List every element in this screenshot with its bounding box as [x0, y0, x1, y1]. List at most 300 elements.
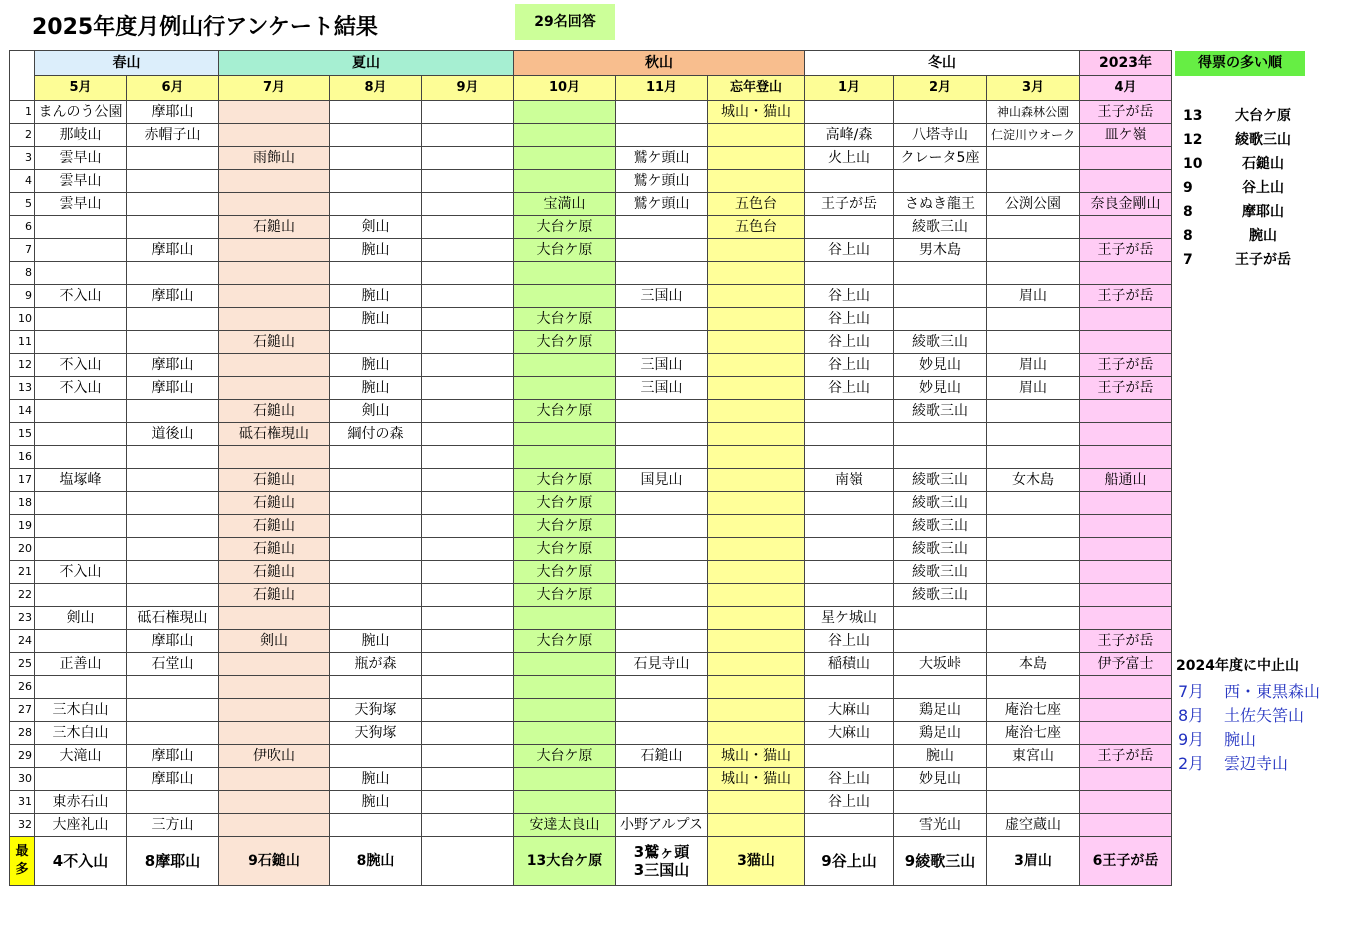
table-cell	[514, 791, 616, 814]
table-cell	[127, 216, 219, 239]
table-cell	[219, 676, 330, 699]
table-row	[10, 745, 1172, 768]
table-cell	[422, 791, 514, 814]
table-cell: 摩耶山	[127, 768, 219, 791]
table-cell: 谷上山	[805, 377, 894, 400]
table-cell: 大台ケ原	[514, 561, 616, 584]
table-row	[10, 400, 1172, 423]
table-cell	[987, 331, 1080, 354]
table-cell	[894, 630, 987, 653]
row-number: 11	[10, 331, 35, 354]
table-cell	[35, 768, 127, 791]
table-cell: 正善山	[35, 653, 127, 676]
table-cell	[330, 745, 422, 768]
most-cell: 3眉山	[987, 837, 1080, 886]
row-number: 15	[10, 423, 35, 446]
table-cell	[1080, 308, 1172, 331]
table-cell: 砥石権現山	[127, 607, 219, 630]
table-cell: 那岐山	[35, 124, 127, 147]
table-cell	[616, 722, 708, 745]
table-cell: 大台ケ原	[514, 331, 616, 354]
table-cell	[35, 515, 127, 538]
table-cell	[422, 469, 514, 492]
row-number: 30	[10, 768, 35, 791]
table-cell	[616, 124, 708, 147]
table-cell: 谷上山	[805, 791, 894, 814]
table-row	[10, 147, 1172, 170]
table-cell	[422, 262, 514, 285]
table-cell	[616, 699, 708, 722]
table-cell: 火上山	[805, 147, 894, 170]
table-cell	[514, 446, 616, 469]
table-cell	[708, 538, 805, 561]
table-cell: 腕山	[894, 745, 987, 768]
response-count-badge: 29名回答	[515, 4, 615, 40]
table-cell: 摩耶山	[127, 377, 219, 400]
table-cell: 伊予富士	[1080, 653, 1172, 676]
table-cell: 三国山	[616, 377, 708, 400]
table-cell	[127, 584, 219, 607]
table-cell	[219, 791, 330, 814]
table-cell	[127, 676, 219, 699]
table-cell	[1080, 147, 1172, 170]
table-cell	[616, 331, 708, 354]
table-cell: 雲早山	[35, 147, 127, 170]
row-number: 28	[10, 722, 35, 745]
table-cell	[1080, 492, 1172, 515]
table-cell: 城山・猫山	[708, 745, 805, 768]
table-cell: 谷上山	[805, 768, 894, 791]
table-cell	[514, 676, 616, 699]
table-cell	[127, 262, 219, 285]
table-cell: 綾歌三山	[894, 561, 987, 584]
table-cell: 石鎚山	[219, 216, 330, 239]
table-cell	[35, 630, 127, 653]
table-cell	[330, 446, 422, 469]
table-cell	[616, 538, 708, 561]
table-cell	[422, 331, 514, 354]
table-cell: 鶏足山	[894, 699, 987, 722]
table-cell: 鷲ケ頭山	[616, 170, 708, 193]
table-cell: 城山・猫山	[708, 101, 805, 124]
table-cell	[514, 653, 616, 676]
month-header: 忘年登山	[708, 76, 805, 101]
table-cell	[987, 262, 1080, 285]
table-cell: 石鎚山	[219, 331, 330, 354]
table-cell: 公渕公園	[987, 193, 1080, 216]
row-number: 14	[10, 400, 35, 423]
table-row	[10, 285, 1172, 308]
table-cell	[1080, 170, 1172, 193]
table-cell: 腕山	[330, 308, 422, 331]
table-cell	[219, 607, 330, 630]
most-cell: 13大台ケ原	[514, 837, 616, 886]
table-cell	[805, 561, 894, 584]
table-cell	[708, 653, 805, 676]
table-row	[10, 354, 1172, 377]
table-cell	[219, 354, 330, 377]
table-cell: 王子が岳	[1080, 239, 1172, 262]
table-cell	[1080, 699, 1172, 722]
row-number: 29	[10, 745, 35, 768]
row-number: 5	[10, 193, 35, 216]
table-cell	[422, 538, 514, 561]
table-cell: 大台ケ原	[514, 400, 616, 423]
row-number: 23	[10, 607, 35, 630]
table-cell: 大台ケ原	[514, 538, 616, 561]
table-cell: 安達太良山	[514, 814, 616, 837]
ranking-item	[1183, 128, 1313, 152]
table-cell	[422, 354, 514, 377]
table-cell: 妙見山	[894, 354, 987, 377]
table-cell	[330, 170, 422, 193]
table-cell	[987, 791, 1080, 814]
ranking-item	[1183, 200, 1313, 224]
table-cell: 眉山	[987, 285, 1080, 308]
table-cell	[219, 193, 330, 216]
ranking-count: 7	[1183, 252, 1193, 268]
table-cell: 綾歌三山	[894, 584, 987, 607]
table-cell	[35, 239, 127, 262]
table-cell: 綱付の森	[330, 423, 422, 446]
table-cell	[127, 331, 219, 354]
row-number: 9	[10, 285, 35, 308]
table-cell	[1080, 584, 1172, 607]
table-cell: 石鎚山	[219, 538, 330, 561]
month-header-row	[10, 76, 1172, 101]
table-row	[10, 423, 1172, 446]
table-cell	[1080, 814, 1172, 837]
table-cell	[616, 239, 708, 262]
table-cell: まんのう公園	[35, 101, 127, 124]
table-cell	[805, 584, 894, 607]
table-cell: さぬき龍王	[894, 193, 987, 216]
table-cell: 虚空蔵山	[987, 814, 1080, 837]
table-cell	[127, 446, 219, 469]
table-cell: 大麻山	[805, 722, 894, 745]
table-cell	[422, 607, 514, 630]
table-cell	[805, 101, 894, 124]
ranking-count: 12	[1183, 132, 1203, 148]
table-cell	[894, 423, 987, 446]
table-cell	[422, 285, 514, 308]
most-label-text: 最多	[15, 844, 29, 877]
table-cell	[1080, 676, 1172, 699]
table-cell: 大台ケ原	[514, 308, 616, 331]
table-cell	[35, 308, 127, 331]
cancelled-name: 西・東黒森山	[1224, 682, 1321, 701]
table-row	[10, 469, 1172, 492]
table-cell: 石鎚山	[219, 515, 330, 538]
table-cell: 腕山	[330, 630, 422, 653]
table-cell	[330, 515, 422, 538]
table-cell	[616, 308, 708, 331]
table-cell	[514, 354, 616, 377]
cancelled-month: 2月	[1178, 754, 1205, 773]
table-cell: 谷上山	[805, 630, 894, 653]
table-cell: 高峰/森	[805, 124, 894, 147]
table-cell: 仁淀川ウオーク	[987, 124, 1080, 147]
table-row	[10, 308, 1172, 331]
table-cell: 摩耶山	[127, 101, 219, 124]
table-cell	[219, 170, 330, 193]
table-row	[10, 538, 1172, 561]
table-cell	[708, 331, 805, 354]
table-cell: 綾歌三山	[894, 331, 987, 354]
row-number: 1	[10, 101, 35, 124]
table-cell	[708, 285, 805, 308]
table-cell: 大座礼山	[35, 814, 127, 837]
month-header: 6月	[127, 76, 219, 101]
table-cell: 綾歌三山	[894, 538, 987, 561]
table-cell	[894, 676, 987, 699]
table-cell	[987, 423, 1080, 446]
table-cell	[330, 124, 422, 147]
table-row	[10, 699, 1172, 722]
table-cell: 不入山	[35, 561, 127, 584]
table-cell	[422, 722, 514, 745]
table-cell	[219, 285, 330, 308]
table-cell: 眉山	[987, 354, 1080, 377]
table-cell	[1080, 331, 1172, 354]
table-cell	[987, 492, 1080, 515]
table-cell: 大台ケ原	[514, 492, 616, 515]
month-header: 1月	[805, 76, 894, 101]
table-cell	[422, 768, 514, 791]
ranking-count: 13	[1183, 108, 1203, 124]
row-number: 19	[10, 515, 35, 538]
table-cell	[330, 561, 422, 584]
table-row	[10, 814, 1172, 837]
table-cell: 奈良金剛山	[1080, 193, 1172, 216]
ranking-count: 8	[1183, 204, 1193, 220]
table-cell: 宝満山	[514, 193, 616, 216]
table-cell	[708, 400, 805, 423]
table-cell: クレータ5座	[894, 147, 987, 170]
table-cell	[219, 446, 330, 469]
table-cell	[219, 308, 330, 331]
most-cell: 3鷲ヶ頭 3三国山	[616, 837, 708, 886]
month-header: 10月	[514, 76, 616, 101]
most-cell: 9綾歌三山	[894, 837, 987, 886]
table-cell	[805, 538, 894, 561]
table-cell	[616, 630, 708, 653]
table-cell: 大台ケ原	[514, 745, 616, 768]
table-cell: 庵治七座	[987, 699, 1080, 722]
table-cell	[708, 699, 805, 722]
table-cell: 腕山	[330, 354, 422, 377]
season-header: 夏山	[219, 51, 514, 76]
table-cell	[616, 584, 708, 607]
table-cell	[616, 561, 708, 584]
table-cell: 不入山	[35, 354, 127, 377]
table-cell	[422, 446, 514, 469]
table-cell	[616, 216, 708, 239]
cancelled-month: 7月	[1178, 682, 1205, 701]
cancelled-item	[1178, 751, 1288, 774]
table-cell	[35, 538, 127, 561]
table-row	[10, 216, 1172, 239]
table-cell	[330, 676, 422, 699]
table-cell	[708, 584, 805, 607]
table-cell	[805, 814, 894, 837]
row-number: 3	[10, 147, 35, 170]
table-cell	[422, 676, 514, 699]
table-cell	[987, 239, 1080, 262]
table-cell	[514, 262, 616, 285]
ranking-header: 得票の多い順	[1175, 51, 1305, 76]
ranking-count: 8	[1183, 228, 1193, 244]
table-cell	[219, 262, 330, 285]
table-row	[10, 492, 1172, 515]
table-cell: 庵治七座	[987, 722, 1080, 745]
table-cell	[127, 791, 219, 814]
table-cell	[987, 538, 1080, 561]
table-cell	[330, 492, 422, 515]
most-voted-row	[10, 837, 1172, 886]
table-cell	[422, 101, 514, 124]
table-cell: 王子が岳	[1080, 285, 1172, 308]
table-cell	[35, 584, 127, 607]
table-cell: 天狗塚	[330, 722, 422, 745]
table-cell	[1080, 216, 1172, 239]
table-cell	[35, 216, 127, 239]
table-cell	[422, 124, 514, 147]
table-row	[10, 124, 1172, 147]
table-cell: 大坂峠	[894, 653, 987, 676]
table-cell: 三方山	[127, 814, 219, 837]
table-cell: 妙見山	[894, 377, 987, 400]
table-cell	[514, 768, 616, 791]
table-cell	[708, 791, 805, 814]
table-cell	[616, 791, 708, 814]
table-cell: 谷上山	[805, 285, 894, 308]
table-cell	[894, 262, 987, 285]
table-cell: 剣山	[330, 216, 422, 239]
table-cell	[805, 262, 894, 285]
table-cell: 道後山	[127, 423, 219, 446]
table-cell	[987, 515, 1080, 538]
row-number: 6	[10, 216, 35, 239]
table-cell	[894, 170, 987, 193]
table-cell	[708, 492, 805, 515]
table-cell	[514, 377, 616, 400]
table-cell	[708, 170, 805, 193]
table-cell: 大台ケ原	[514, 239, 616, 262]
table-row	[10, 561, 1172, 584]
season-header: 冬山	[805, 51, 1080, 76]
table-cell	[514, 722, 616, 745]
table-cell	[219, 653, 330, 676]
table-cell	[127, 722, 219, 745]
ranking-name: 王子が岳	[1235, 252, 1291, 268]
table-cell: 腕山	[330, 377, 422, 400]
table-cell	[422, 147, 514, 170]
survey-table	[9, 50, 1172, 886]
table-cell	[422, 377, 514, 400]
table-cell: 大台ケ原	[514, 216, 616, 239]
table-cell: 石見寺山	[616, 653, 708, 676]
ranking-name: 腕山	[1249, 228, 1277, 244]
ranking-item	[1183, 104, 1313, 128]
table-cell	[708, 722, 805, 745]
table-row	[10, 170, 1172, 193]
table-cell	[616, 607, 708, 630]
table-cell	[422, 216, 514, 239]
table-cell	[1080, 446, 1172, 469]
table-cell	[422, 814, 514, 837]
table-cell	[708, 377, 805, 400]
table-cell	[1080, 561, 1172, 584]
table-cell	[219, 722, 330, 745]
most-cell: 4不入山	[35, 837, 127, 886]
cancelled-title: 2024年度に中止山	[1176, 658, 1299, 674]
table-cell: 赤帽子山	[127, 124, 219, 147]
row-number: 21	[10, 561, 35, 584]
row-number: 8	[10, 262, 35, 285]
month-header: 9月	[422, 76, 514, 101]
ranking-name: 谷上山	[1242, 180, 1284, 196]
table-cell	[127, 469, 219, 492]
row-number: 7	[10, 239, 35, 262]
cancelled-month: 9月	[1178, 730, 1205, 749]
table-cell: 東宮山	[987, 745, 1080, 768]
table-cell	[708, 354, 805, 377]
table-cell	[422, 745, 514, 768]
table-cell: 船通山	[1080, 469, 1172, 492]
table-cell	[805, 400, 894, 423]
table-cell: 五色台	[708, 193, 805, 216]
table-row	[10, 515, 1172, 538]
table-cell	[422, 423, 514, 446]
table-cell	[422, 653, 514, 676]
table-cell: 眉山	[987, 377, 1080, 400]
table-cell: 王子が岳	[1080, 377, 1172, 400]
table-cell	[616, 515, 708, 538]
table-cell	[35, 331, 127, 354]
most-cell: 8腕山	[330, 837, 422, 886]
ranking-item	[1183, 248, 1313, 272]
row-number: 13	[10, 377, 35, 400]
table-cell	[422, 515, 514, 538]
table-cell: 女木島	[987, 469, 1080, 492]
table-cell: 三木白山	[35, 722, 127, 745]
table-cell	[987, 216, 1080, 239]
table-cell: 石堂山	[127, 653, 219, 676]
table-cell	[514, 147, 616, 170]
table-cell	[805, 216, 894, 239]
month-header: 4月	[1080, 76, 1172, 101]
table-cell	[219, 768, 330, 791]
table-cell	[219, 239, 330, 262]
table-cell: 腕山	[330, 239, 422, 262]
table-cell	[422, 308, 514, 331]
table-cell: 鷲ケ頭山	[616, 147, 708, 170]
table-cell	[1080, 722, 1172, 745]
table-cell: 神山森林公園	[987, 101, 1080, 124]
table-cell	[708, 814, 805, 837]
row-number: 22	[10, 584, 35, 607]
table-cell: 天狗塚	[330, 699, 422, 722]
table-cell	[708, 676, 805, 699]
table-cell	[708, 607, 805, 630]
row-number: 4	[10, 170, 35, 193]
table-cell	[708, 239, 805, 262]
table-cell	[987, 584, 1080, 607]
table-cell	[330, 193, 422, 216]
table-cell	[330, 538, 422, 561]
most-cell: 9石鎚山	[219, 837, 330, 886]
